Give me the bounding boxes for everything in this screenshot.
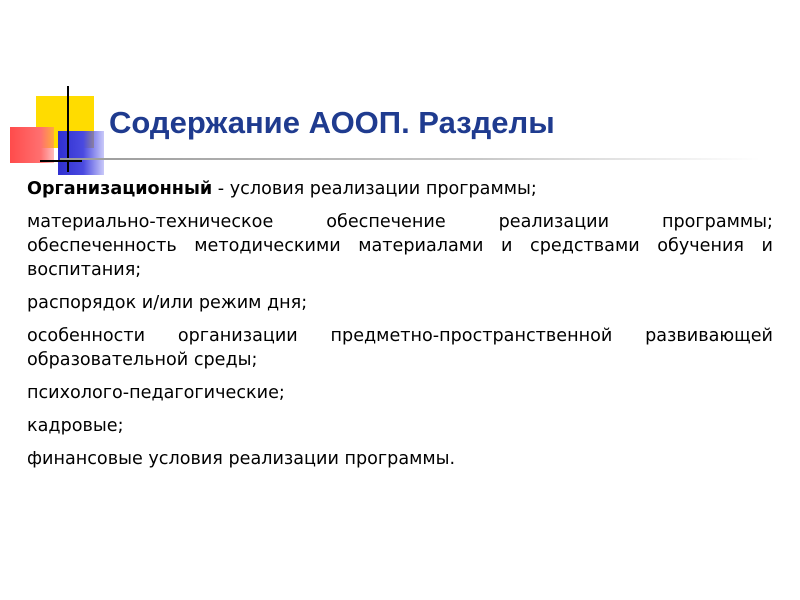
list-item-text: - условия реализации программы; <box>212 179 537 199</box>
logo-horizontal-line <box>40 160 82 162</box>
list-item <box>27 177 773 201</box>
list-item-lead: Организационный <box>27 179 213 199</box>
logo-red-square <box>10 127 54 163</box>
title-underline <box>60 158 760 160</box>
logo-blue-square <box>58 131 104 175</box>
slide-body <box>27 177 773 480</box>
list-item: финансовые условия реализации программы. <box>27 449 456 469</box>
slide-title: Содержание АООП. Разделы <box>109 105 555 140</box>
list-item: распорядок и/или режим дня; <box>27 293 308 313</box>
list-item: материально-техническое обеспечение реализации программы; обеспеченность методическими материалами и средствами обучения и воспитания; <box>27 212 773 280</box>
list-item: психолого-педагогические; <box>27 383 285 403</box>
list-item: кадровые; <box>27 416 124 436</box>
list-item: особенности организации предметно-пространственной развивающей образовательной среды; <box>27 326 773 370</box>
